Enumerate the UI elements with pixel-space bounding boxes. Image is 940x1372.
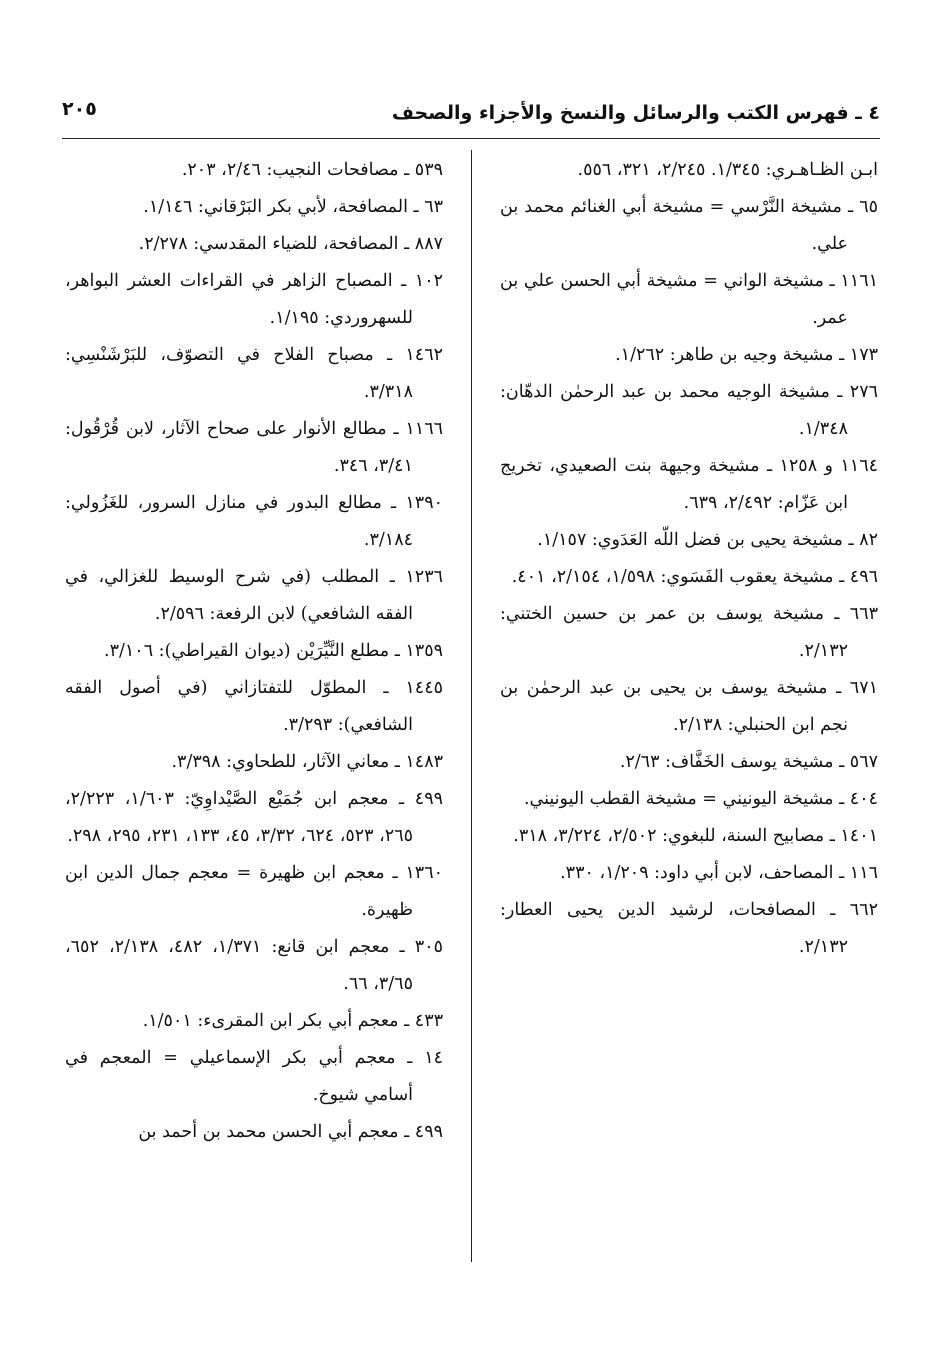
index-entry: ٨٨٧ ـ المصافحة، للضياء المقدسي: ٢/٢٧٨. [138,234,443,254]
right-column [500,152,878,966]
index-entry: ٦٧١ ـ مشيخة يوسف بن يحيى بن عبد الرحمٰن بن نجم ابن الحنبلي: ٢/١٣٨. [500,678,878,735]
column-divider [471,150,472,1262]
index-entry: ٥٦٧ ـ مشيخة يوسف الخَفَّاف: ٢/٦٣. [619,752,878,772]
index-entry: ١٤٦٢ ـ مصباح الفلاح في التصوّف، للبَرْشَنْسِي: ٣/٣١٨. [65,345,443,402]
index-entry: ٤٩٩ ـ معجم ابن جُمَيْع الصَّيْداوِيّ: ١/٦٠٣، ٢/٢٢٣، ٢٦٥، ٥٢٣، ٦٢٤، ٣/٣٢، ٤٥، ١٣٣، ٢٣١، ٢٩٥، ٢٩٨. [65,789,443,846]
index-entry: ٤٩٦ ـ مشيخة يعقوب الفَسَوي: ١/٥٩٨، ٢/١٥٤، ٤٠١. [511,567,878,587]
index-entry: ١٤ ـ معجم أبي بكر الإسماعيلي = المعجم في أسامي شيوخ. [65,1048,443,1105]
index-entry: ٣٠٥ ـ معجم ابن قانع: ١/٣٧١، ٤٨٢، ٢/١٣٨، ٦٥٢، ٣/٦٥، ٦٦. [65,937,443,994]
index-entry: ٤٠٤ ـ مشيخة اليونيني = مشيخة القطب اليونيني. [523,789,878,809]
index-entry: ٦٦٣ ـ مشيخة يوسف بن عمر بن حسين الختني: ٢/١٣٢. [500,604,878,661]
left-column [65,152,443,1151]
index-entry: ٦٥ ـ مشيخة النَّرْسي = مشيخة أبي الغنائم محمد بن علي. [500,197,878,254]
header-rule [62,138,880,139]
index-entry: ٨٢ ـ مشيخة يحيى بن فضل اللّه العَدَوي: ١/١٥٧. [537,530,878,550]
index-entry: ١٢٣٦ ـ المطلب (في شرح الوسيط للغزالي، في الفقه الشافعي) لابن الرفعة: ٢/٥٩٦. [65,567,443,624]
index-entry: ٦٦٢ ـ المصافحات، لرشيد الدين يحيى العطار: ٢/١٣٢. [500,900,878,957]
index-entry: ٢٧٦ ـ مشيخة الوجيه محمد بن عبد الرحمٰن الدهّان: ١/٣٤٨. [500,382,878,439]
index-entry: ١٣٥٩ ـ مطلع النَّيِّرَيْن (ديوان القيراطي): ٣/١٠٦. [104,641,443,661]
index-entry: ١١٦٤ و ١٢٥٨ ـ مشيخة وجيهة بنت الصعيدي، تخريج ابن عَزّام: ٢/٤٩٢، ٦٣٩. [500,456,878,513]
index-entry: ابـن الظـاهـري: ١/٣٤٥. ٢/٢٤٥، ٣٢١، ٥٥٦. [577,160,878,180]
index-entry: ١٣٩٠ ـ مطالع البدور في منازل السرور، للغَزُولي: ٣/١٨٤. [65,493,443,550]
index-entry: ٤٣٣ ـ معجم أبي بكر ابن المقرىء: ١/٥٠١. [142,1011,443,1031]
index-entry: ١٠٢ ـ المصباح الزاهر في القراءات العشر البواهر، للسهروردي: ١/١٩٥. [65,271,443,328]
index-entry: ٤٩٩ ـ معجم أبي الحسن محمد بن أحمد بن [138,1122,443,1142]
index-entry: ١٤٤٥ ـ المطوّل للتفتازاني (في أصول الفقه الشافعي): ٣/٢٩٣. [65,678,443,735]
index-entry: ١١٦١ ـ مشيخة الواني = مشيخة أبي الحسن علي بن عمر. [500,271,878,328]
index-entry: ١٤٨٣ ـ معاني الآثار، للطحاوي: ٣/٣٩٨. [171,752,443,772]
index-entry: ٥٣٩ ـ مصافحات النجيب: ٢/٤٦، ٢٠٣. [181,160,443,180]
page-number: ٢٠٥ [62,98,97,120]
index-entry: ١٤٠١ ـ مصابيح السنة، للبغوي: ٢/٥٠٢، ٣/٢٢٤، ٣١٨. [513,826,878,846]
index-entry: ١٧٣ ـ مشيخة وجيه بن طاهر: ١/٢٦٢. [615,345,878,365]
index-entry: ٦٣ ـ المصافحة، لأبي بكر البَرْقاني: ١/١٤٦. [143,197,443,217]
page-header [62,96,880,132]
index-entry: ١١٦٦ ـ مطالع الأنوار على صحاح الآثار، لابن قُرْقُول: ٣/٤١، ٣٤٦. [65,419,443,476]
running-title: ٤ ـ فهرس الكتب والرسائل والنسخ والأجزاء والصحف [391,102,880,124]
index-entry: ١٣٦٠ ـ معجم ابن ظهيرة = معجم جمال الدين ابن ظهيرة. [65,863,443,920]
index-entry: ١١٦ ـ المصاحف، لابن أبي داود: ١/٢٠٩، ٣٣٠. [560,863,878,883]
